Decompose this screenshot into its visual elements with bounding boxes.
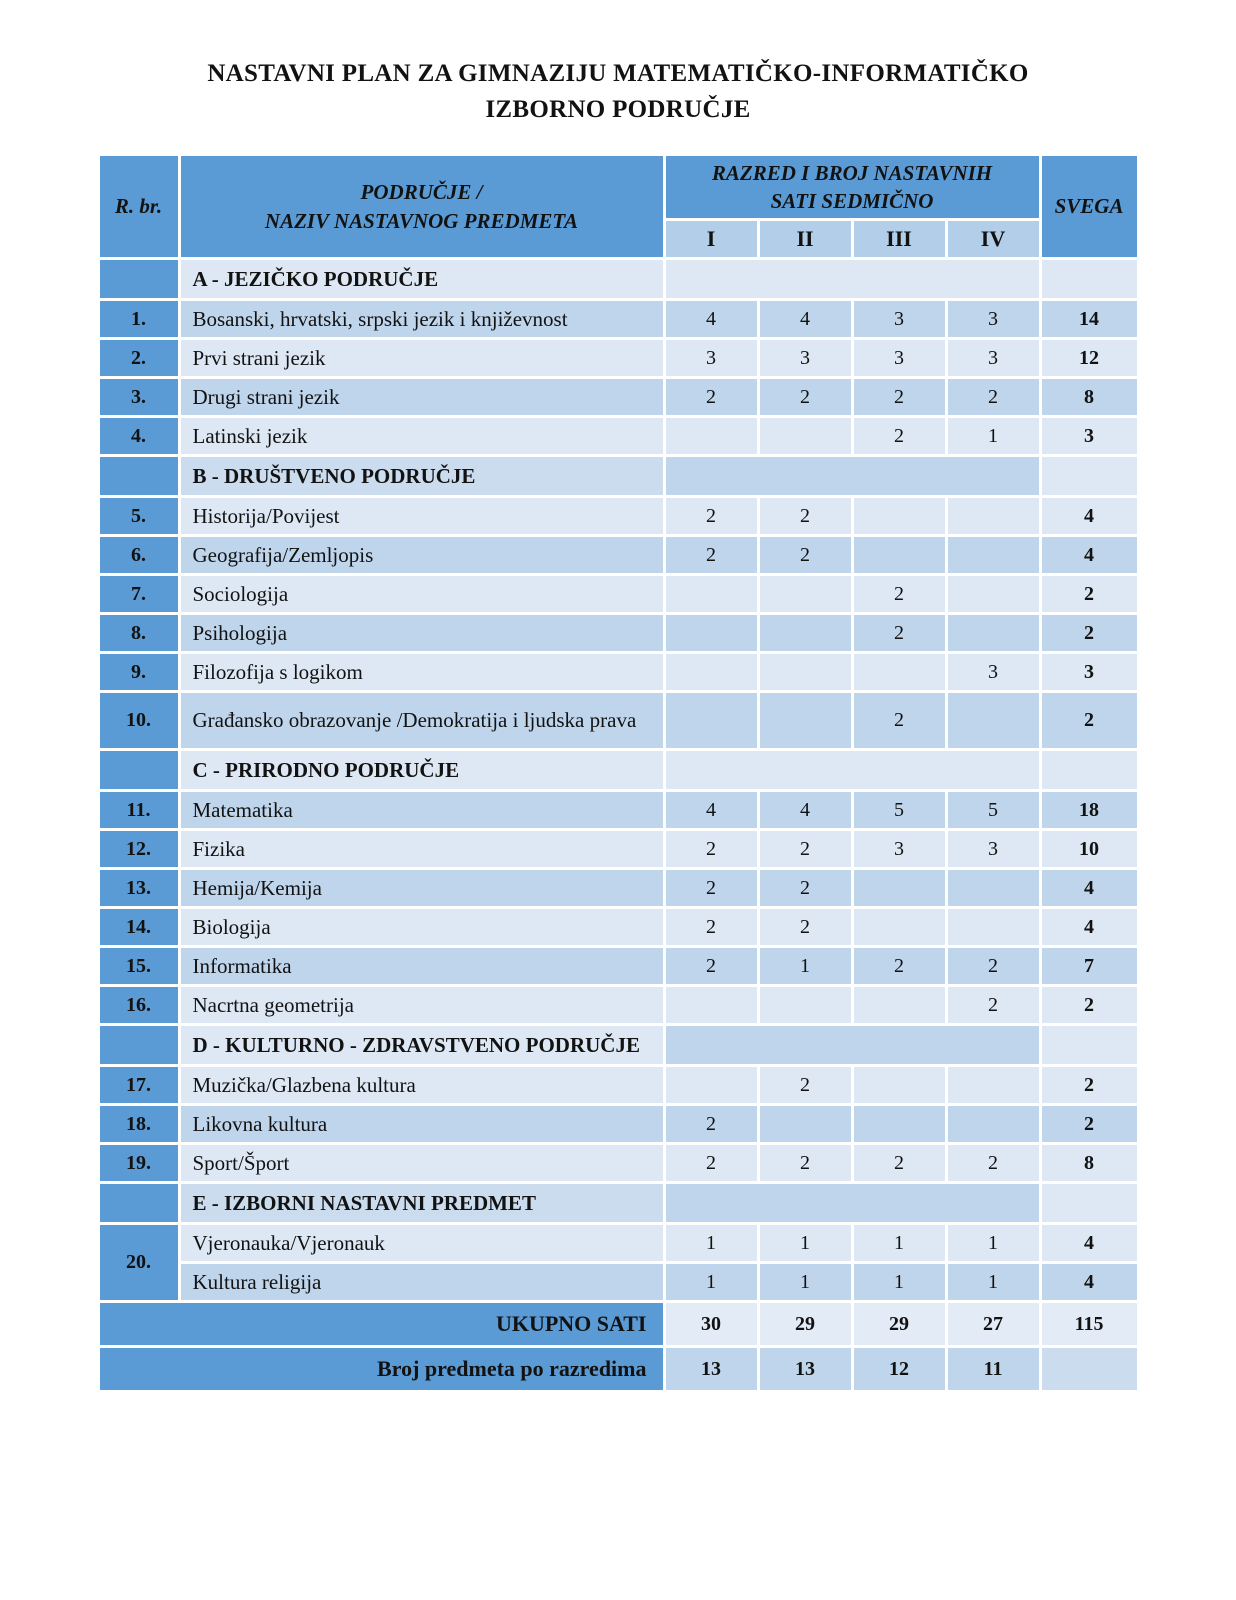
hours-grade-4 xyxy=(948,1067,1039,1103)
column-header-subject-line1: PODRUČJE / xyxy=(360,180,483,205)
subject-row xyxy=(100,792,1137,828)
hours-grade-2: 2 xyxy=(760,1145,851,1181)
subject-row xyxy=(100,418,1137,454)
hours-grade-2: 4 xyxy=(760,792,851,828)
section-row xyxy=(100,751,1137,789)
subject-name: Psihologija xyxy=(181,615,663,651)
total-hours: 3 xyxy=(1042,654,1137,690)
hours-grade-4 xyxy=(948,909,1039,945)
row-number: 16. xyxy=(100,987,178,1023)
hours-grade-2: 2 xyxy=(760,379,851,415)
section-title: D - KULTURNO - ZDRAVSTVENO PODRUČJE xyxy=(181,1026,663,1064)
hours-grade-2: 3 xyxy=(760,340,851,376)
hours-grade-3 xyxy=(854,537,945,573)
hours-grade-1: 2 xyxy=(666,1145,757,1181)
total-hours: 4 xyxy=(1042,537,1137,573)
hours-grade-3: 1 xyxy=(854,1264,945,1300)
subject-row xyxy=(100,1145,1137,1181)
hours-grade-2: 1 xyxy=(760,1225,851,1261)
hours-grade-3 xyxy=(854,987,945,1023)
hours-grade-2: 2 xyxy=(760,870,851,906)
row-number: 5. xyxy=(100,498,178,534)
hours-grade-4: 1 xyxy=(948,1225,1039,1261)
hours-grade-4: 3 xyxy=(948,340,1039,376)
subject-row xyxy=(100,1067,1137,1103)
hours-grade-1: 2 xyxy=(666,498,757,534)
column-header-grade-1: I xyxy=(666,221,757,257)
section-row xyxy=(100,260,1137,298)
total-hours: 3 xyxy=(1042,418,1137,454)
hours-grade-4 xyxy=(948,615,1039,651)
hours-grade-3: 2 xyxy=(854,948,945,984)
hours-grade-3 xyxy=(854,498,945,534)
section-svega-spacer xyxy=(1042,260,1137,298)
hours-grade-4 xyxy=(948,693,1039,748)
subject-row xyxy=(100,909,1137,945)
hours-grade-1: 3 xyxy=(666,340,757,376)
subject-name: Informatika xyxy=(181,948,663,984)
hours-grade-2 xyxy=(760,1106,851,1142)
row-number: 14. xyxy=(100,909,178,945)
section-row-number-spacer xyxy=(100,260,178,298)
hours-grade-1: 1 xyxy=(666,1264,757,1300)
section-svega-spacer xyxy=(1042,1026,1137,1064)
hours-grade-4: 2 xyxy=(948,1145,1039,1181)
subject-row xyxy=(100,987,1137,1023)
subject-row xyxy=(100,693,1137,748)
footer-value-grade-4: 27 xyxy=(948,1303,1039,1345)
column-header-rbr: R. br. xyxy=(100,156,178,257)
subject-row xyxy=(100,576,1137,612)
section-grades-spacer xyxy=(666,260,1039,298)
hours-grade-4: 2 xyxy=(948,379,1039,415)
hours-grade-1 xyxy=(666,1067,757,1103)
column-header-subject xyxy=(181,156,663,257)
hours-grade-1 xyxy=(666,418,757,454)
hours-grade-1 xyxy=(666,615,757,651)
total-hours: 2 xyxy=(1042,693,1137,748)
row-number: 7. xyxy=(100,576,178,612)
hours-grade-2: 2 xyxy=(760,909,851,945)
curriculum-table xyxy=(97,153,1140,1393)
hours-grade-1: 2 xyxy=(666,870,757,906)
row-number: 15. xyxy=(100,948,178,984)
hours-grade-2: 1 xyxy=(760,1264,851,1300)
total-hours: 14 xyxy=(1042,301,1137,337)
subject-row xyxy=(100,831,1137,867)
row-number: 18. xyxy=(100,1106,178,1142)
subject-row xyxy=(100,654,1137,690)
column-header-grades-group-line1: RAZRED I BROJ NASTAVNIH xyxy=(711,160,993,185)
footer-total: 115 xyxy=(1042,1303,1137,1345)
hours-grade-3: 3 xyxy=(854,340,945,376)
row-number: 10. xyxy=(100,693,178,748)
subject-name: Vjeronauka/Vjeronauk xyxy=(181,1225,663,1261)
subject-row xyxy=(100,615,1137,651)
hours-grade-2 xyxy=(760,693,851,748)
hours-grade-1: 2 xyxy=(666,948,757,984)
footer-label: UKUPNO SATI xyxy=(100,1303,663,1345)
hours-grade-1: 2 xyxy=(666,1106,757,1142)
row-number: 2. xyxy=(100,340,178,376)
subject-name: Hemija/Kemija xyxy=(181,870,663,906)
hours-grade-3: 2 xyxy=(854,576,945,612)
hours-grade-2: 4 xyxy=(760,301,851,337)
section-grades-spacer xyxy=(666,457,1039,495)
subject-name: Muzička/Glazbena kultura xyxy=(181,1067,663,1103)
row-number: 3. xyxy=(100,379,178,415)
hours-grade-3: 2 xyxy=(854,615,945,651)
hours-grade-4: 1 xyxy=(948,1264,1039,1300)
hours-grade-2 xyxy=(760,615,851,651)
row-number: 12. xyxy=(100,831,178,867)
hours-grade-4: 1 xyxy=(948,418,1039,454)
section-row xyxy=(100,457,1137,495)
section-row-number-spacer xyxy=(100,751,178,789)
footer-value-grade-3: 12 xyxy=(854,1348,945,1390)
subject-name: Prvi strani jezik xyxy=(181,340,663,376)
row-number: 11. xyxy=(100,792,178,828)
hours-grade-2 xyxy=(760,654,851,690)
section-title: C - PRIRODNO PODRUČJE xyxy=(181,751,663,789)
subject-row xyxy=(100,1225,1137,1261)
hours-grade-1 xyxy=(666,576,757,612)
row-number: 6. xyxy=(100,537,178,573)
subject-row xyxy=(100,870,1137,906)
column-header-grade-2: II xyxy=(760,221,851,257)
subject-name: Matematika xyxy=(181,792,663,828)
section-svega-spacer xyxy=(1042,457,1137,495)
section-row xyxy=(100,1184,1137,1222)
hours-grade-4 xyxy=(948,870,1039,906)
section-svega-spacer xyxy=(1042,1184,1137,1222)
row-number: 8. xyxy=(100,615,178,651)
total-hours: 2 xyxy=(1042,576,1137,612)
hours-grade-2 xyxy=(760,418,851,454)
total-hours: 4 xyxy=(1042,498,1137,534)
hours-grade-4 xyxy=(948,1106,1039,1142)
footer-row xyxy=(100,1303,1137,1345)
hours-grade-3: 2 xyxy=(854,1145,945,1181)
column-header-grade-3: III xyxy=(854,221,945,257)
subject-name: Likovna kultura xyxy=(181,1106,663,1142)
subject-name: Sport/Šport xyxy=(181,1145,663,1181)
total-hours: 4 xyxy=(1042,870,1137,906)
row-number: 4. xyxy=(100,418,178,454)
hours-grade-3 xyxy=(854,654,945,690)
hours-grade-3 xyxy=(854,870,945,906)
total-hours: 18 xyxy=(1042,792,1137,828)
footer-value-grade-2: 29 xyxy=(760,1303,851,1345)
footer-total xyxy=(1042,1348,1137,1390)
total-hours: 4 xyxy=(1042,909,1137,945)
subject-name: Građansko obrazovanje /Demokratija i ljudska prava xyxy=(181,693,663,748)
section-row-number-spacer xyxy=(100,457,178,495)
hours-grade-2: 1 xyxy=(760,948,851,984)
section-title: A - JEZIČKO PODRUČJE xyxy=(181,260,663,298)
hours-grade-3: 3 xyxy=(854,301,945,337)
hours-grade-1: 1 xyxy=(666,1225,757,1261)
section-grades-spacer xyxy=(666,1184,1039,1222)
subject-name: Geografija/Zemljopis xyxy=(181,537,663,573)
hours-grade-1 xyxy=(666,987,757,1023)
total-hours: 4 xyxy=(1042,1225,1137,1261)
total-hours: 7 xyxy=(1042,948,1137,984)
subject-row xyxy=(100,1106,1137,1142)
total-hours: 2 xyxy=(1042,1106,1137,1142)
subject-row xyxy=(100,379,1137,415)
total-hours: 12 xyxy=(1042,340,1137,376)
hours-grade-2: 2 xyxy=(760,831,851,867)
curriculum-table-wrapper xyxy=(97,153,1140,1393)
subject-row xyxy=(100,1264,1137,1300)
hours-grade-4: 3 xyxy=(948,831,1039,867)
hours-grade-2 xyxy=(760,576,851,612)
section-grades-spacer xyxy=(666,1026,1039,1064)
hours-grade-1: 2 xyxy=(666,379,757,415)
subject-row xyxy=(100,301,1137,337)
document-title-line1: NASTAVNI PLAN ZA GIMNAZIJU MATEMATIČKO-INFORMATIČKO xyxy=(207,60,1029,87)
row-number: 20. xyxy=(100,1225,178,1300)
hours-grade-2: 2 xyxy=(760,537,851,573)
hours-grade-3: 3 xyxy=(854,831,945,867)
column-header-grade-4: IV xyxy=(948,221,1039,257)
total-hours: 2 xyxy=(1042,987,1137,1023)
hours-grade-4: 2 xyxy=(948,987,1039,1023)
hours-grade-3: 1 xyxy=(854,1225,945,1261)
hours-grade-3: 5 xyxy=(854,792,945,828)
hours-grade-4 xyxy=(948,576,1039,612)
hours-grade-1: 2 xyxy=(666,909,757,945)
row-number: 19. xyxy=(100,1145,178,1181)
hours-grade-4: 3 xyxy=(948,301,1039,337)
hours-grade-1: 4 xyxy=(666,301,757,337)
subject-name: Kultura religija xyxy=(181,1264,663,1300)
footer-value-grade-4: 11 xyxy=(948,1348,1039,1390)
total-hours: 4 xyxy=(1042,1264,1137,1300)
hours-grade-4 xyxy=(948,498,1039,534)
hours-grade-2: 2 xyxy=(760,498,851,534)
hours-grade-4: 5 xyxy=(948,792,1039,828)
section-title: E - IZBORNI NASTAVNI PREDMET xyxy=(181,1184,663,1222)
column-header-svega: SVEGA xyxy=(1042,156,1137,257)
hours-grade-3 xyxy=(854,1106,945,1142)
subject-name: Filozofija s logikom xyxy=(181,654,663,690)
row-number: 13. xyxy=(100,870,178,906)
total-hours: 2 xyxy=(1042,1067,1137,1103)
hours-grade-1: 2 xyxy=(666,831,757,867)
section-title: B - DRUŠTVENO PODRUČJE xyxy=(181,457,663,495)
hours-grade-3: 2 xyxy=(854,693,945,748)
document-title xyxy=(98,56,1138,127)
section-row-number-spacer xyxy=(100,1184,178,1222)
subject-row xyxy=(100,537,1137,573)
section-row-number-spacer xyxy=(100,1026,178,1064)
hours-grade-4: 2 xyxy=(948,948,1039,984)
section-row xyxy=(100,1026,1137,1064)
subject-row xyxy=(100,498,1137,534)
total-hours: 2 xyxy=(1042,615,1137,651)
subject-name: Biologija xyxy=(181,909,663,945)
footer-value-grade-2: 13 xyxy=(760,1348,851,1390)
subject-row xyxy=(100,340,1137,376)
subject-name: Historija/Povijest xyxy=(181,498,663,534)
footer-value-grade-1: 30 xyxy=(666,1303,757,1345)
footer-row xyxy=(100,1348,1137,1390)
hours-grade-3: 2 xyxy=(854,418,945,454)
footer-value-grade-3: 29 xyxy=(854,1303,945,1345)
subject-name: Latinski jezik xyxy=(181,418,663,454)
subject-name: Sociologija xyxy=(181,576,663,612)
footer-value-grade-1: 13 xyxy=(666,1348,757,1390)
subject-row xyxy=(100,948,1137,984)
subject-name: Nacrtna geometrija xyxy=(181,987,663,1023)
column-header-grades-group-line2: SATI SEDMIČNO xyxy=(770,189,934,213)
hours-grade-1: 2 xyxy=(666,537,757,573)
section-svega-spacer xyxy=(1042,751,1137,789)
row-number: 17. xyxy=(100,1067,178,1103)
document-title-line2: IZBORNO PODRUČJE xyxy=(485,95,751,123)
hours-grade-1: 4 xyxy=(666,792,757,828)
hours-grade-4: 3 xyxy=(948,654,1039,690)
subject-name: Bosanski, hrvatski, srpski jezik i književnost xyxy=(181,301,663,337)
column-header-grades-group xyxy=(666,156,1039,218)
total-hours: 8 xyxy=(1042,1145,1137,1181)
subject-name: Fizika xyxy=(181,831,663,867)
hours-grade-1 xyxy=(666,654,757,690)
hours-grade-2: 2 xyxy=(760,1067,851,1103)
row-number: 1. xyxy=(100,301,178,337)
section-grades-spacer xyxy=(666,751,1039,789)
total-hours: 10 xyxy=(1042,831,1137,867)
column-header-subject-line2: NAZIV NASTAVNOG PREDMETA xyxy=(264,208,579,233)
hours-grade-3: 2 xyxy=(854,379,945,415)
total-hours: 8 xyxy=(1042,379,1137,415)
hours-grade-3 xyxy=(854,909,945,945)
footer-label: Broj predmeta po razredima xyxy=(100,1348,663,1390)
hours-grade-2 xyxy=(760,987,851,1023)
hours-grade-4 xyxy=(948,537,1039,573)
row-number: 9. xyxy=(100,654,178,690)
hours-grade-1 xyxy=(666,693,757,748)
subject-name: Drugi strani jezik xyxy=(181,379,663,415)
hours-grade-3 xyxy=(854,1067,945,1103)
